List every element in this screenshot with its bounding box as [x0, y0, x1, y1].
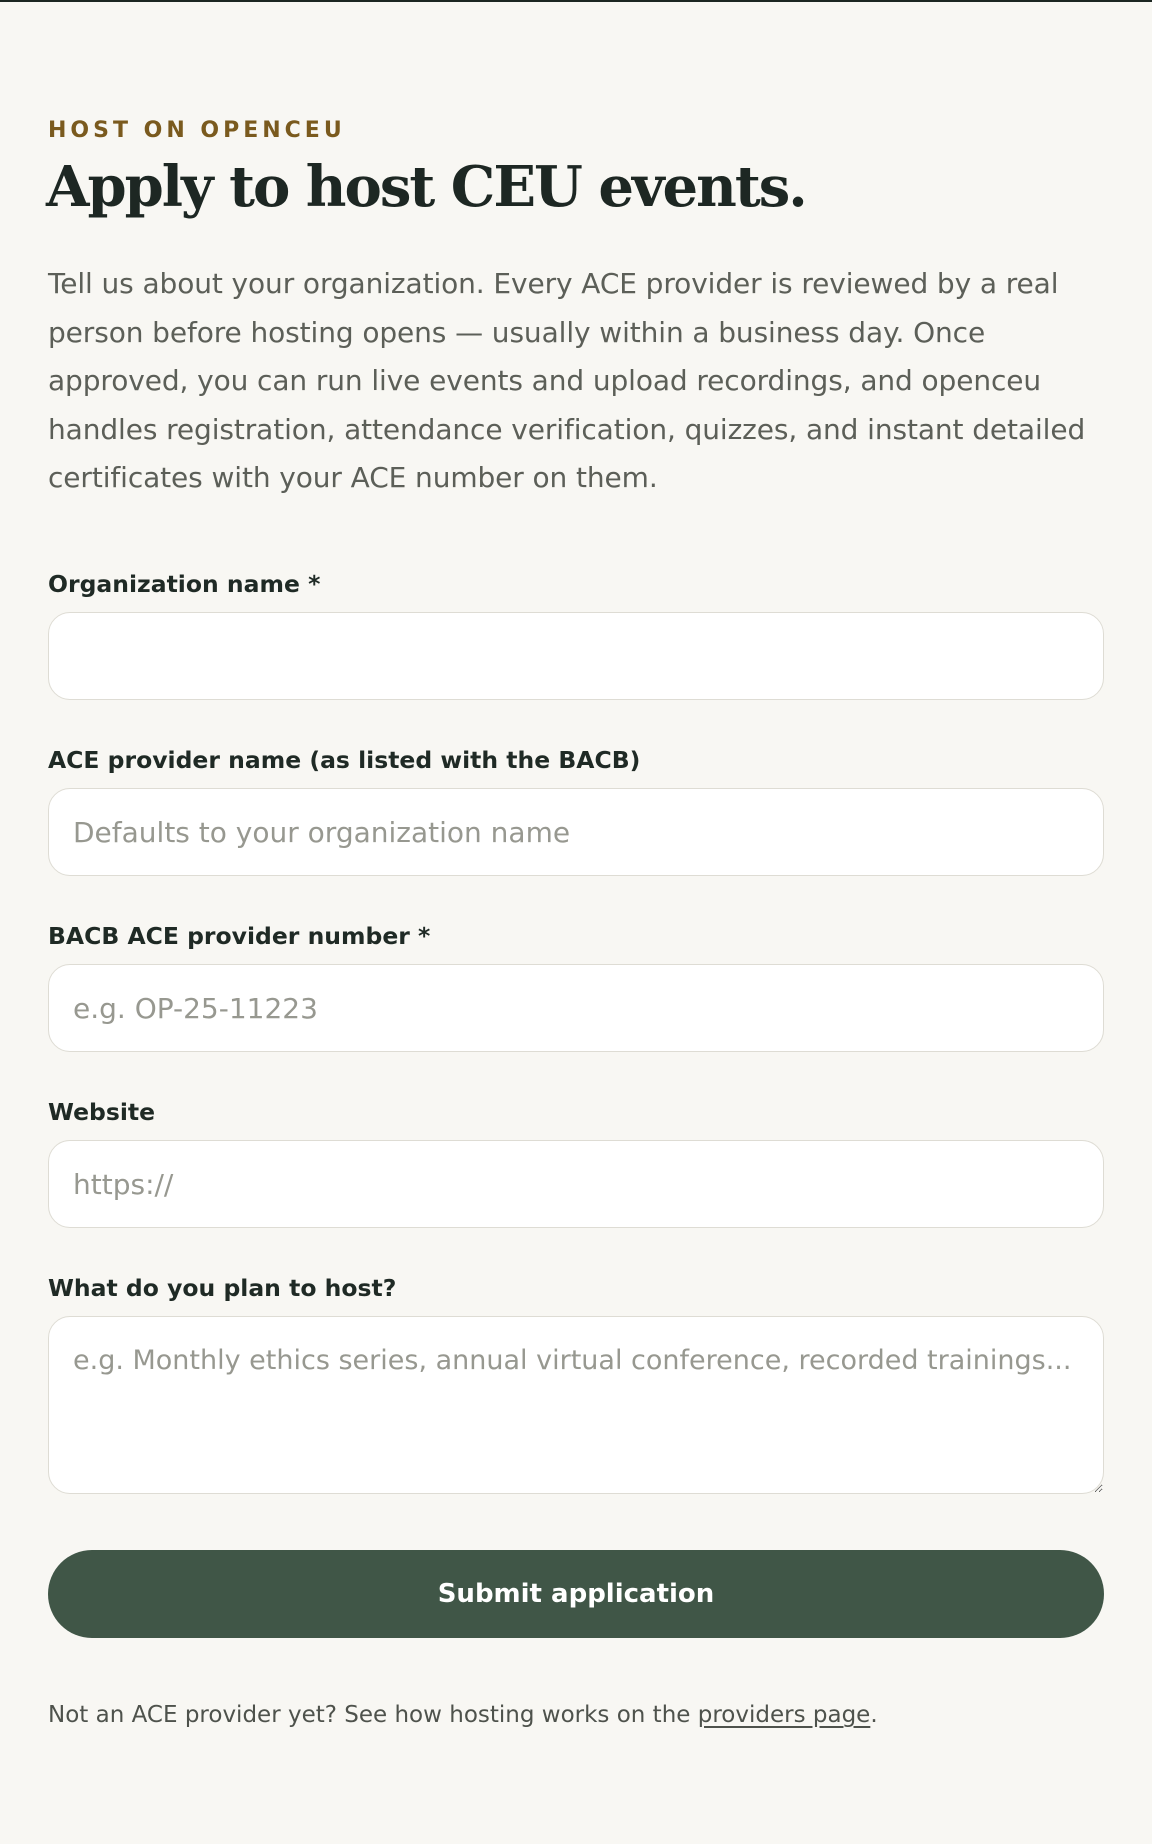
eyebrow-label: HOST ON OPENCEU: [48, 118, 346, 143]
providers-page-link[interactable]: providers page: [697, 1702, 871, 1728]
plan-label: What do you plan to host?: [48, 1274, 397, 1302]
intro-paragraph: Tell us about your organization. Every ACE provider is reviewed by a real person before hosting opens — usually within a business day. Once approved, you can run live events and upload recordings, and openceu handles registration, attendance verification, quizzes, and instant detailed certificates with your ACE number on them.: [48, 267, 1086, 494]
footnote-period: .: [870, 1702, 878, 1728]
providers-footnote: [48, 1702, 878, 1728]
page-title: Apply to host CEU events.: [46, 154, 806, 220]
plan-textarea[interactable]: [48, 1316, 1104, 1494]
website-input[interactable]: [48, 1140, 1104, 1228]
provider-number-input[interactable]: [48, 964, 1104, 1052]
ace-provider-name-input[interactable]: [48, 788, 1104, 876]
organization-name-label: Organization name *: [48, 570, 321, 598]
footnote-text: Not an ACE provider yet? See how hosting works on the: [48, 1702, 698, 1728]
provider-number-label: BACB ACE provider number *: [48, 922, 431, 950]
organization-name-input[interactable]: [48, 612, 1104, 700]
submit-application-button[interactable]: Submit application: [48, 1550, 1104, 1638]
website-label: Website: [48, 1098, 156, 1126]
ace-provider-name-label: ACE provider name (as listed with the BACB): [48, 746, 641, 774]
